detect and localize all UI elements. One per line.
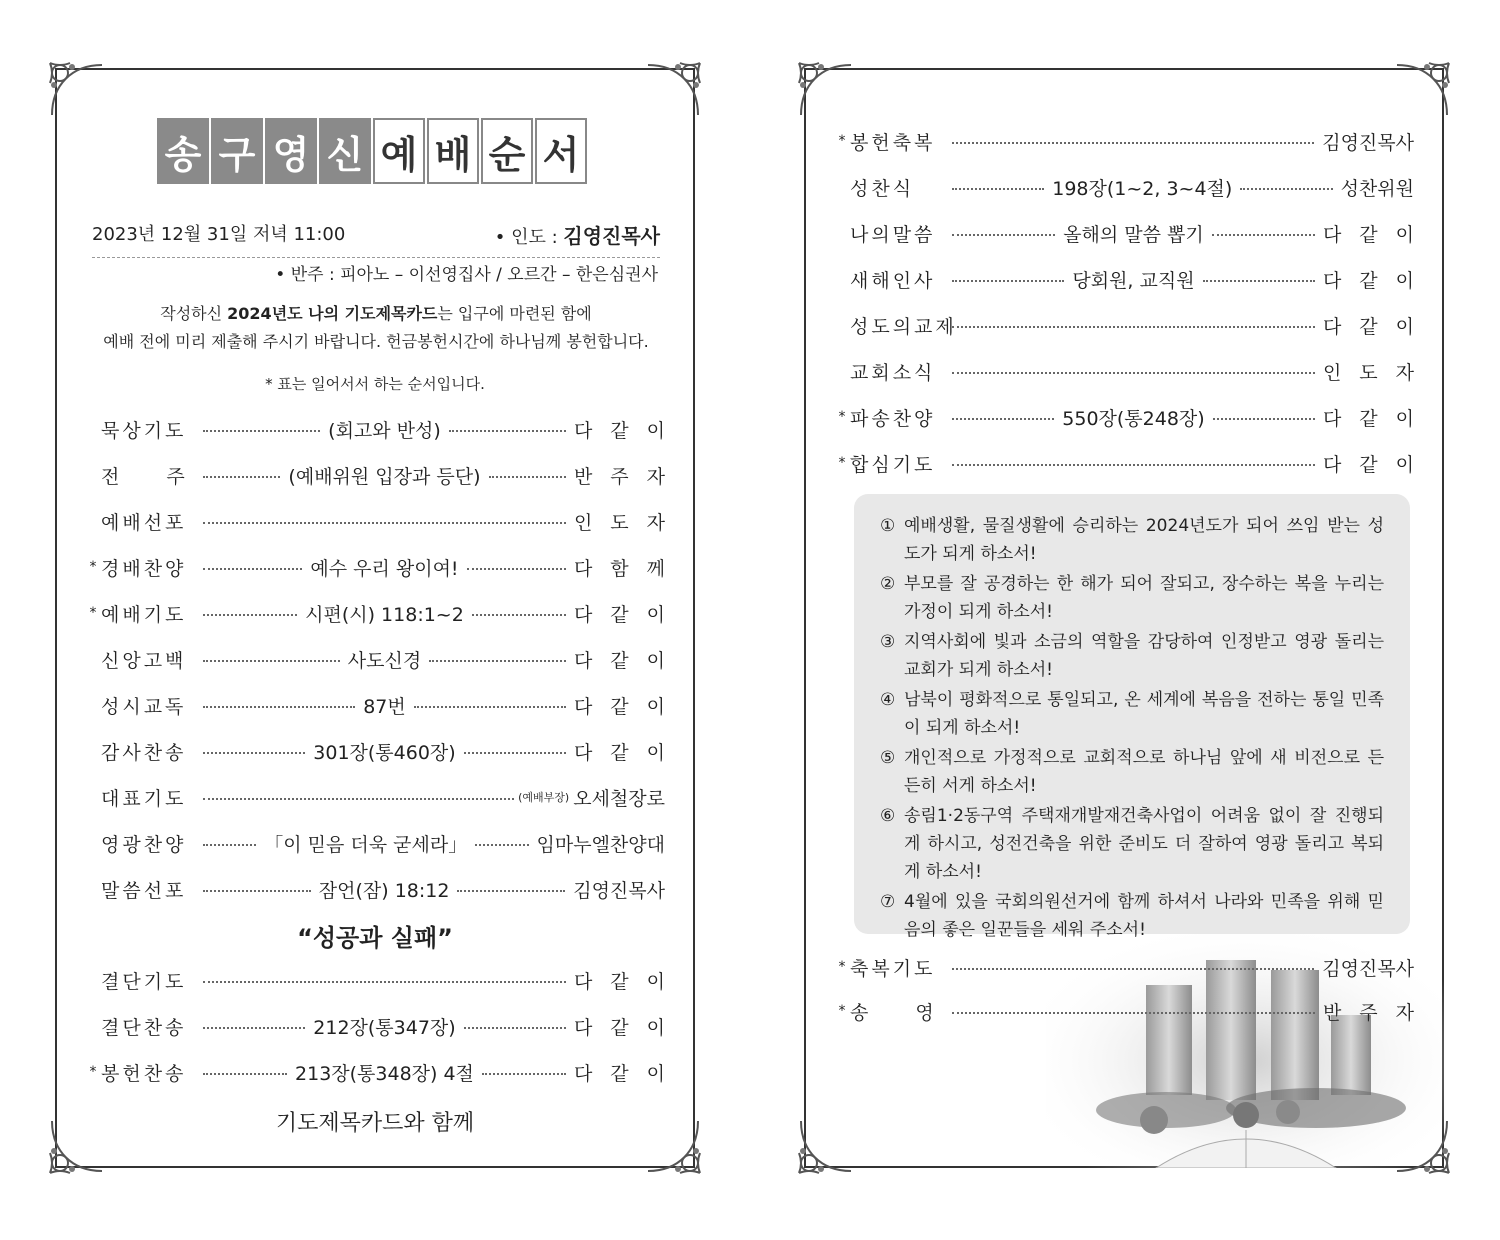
order-performer: 다같이 — [573, 741, 684, 764]
order-row — [834, 448, 1432, 478]
page-title — [157, 118, 587, 184]
order-row — [85, 598, 684, 628]
leader-dots — [203, 844, 256, 846]
order-name: 나의말씀 — [850, 223, 936, 246]
order-detail: 시편(시) 118:1~2 — [301, 600, 468, 627]
stand-marker: * — [838, 959, 846, 975]
prayer-number: ② — [880, 574, 896, 594]
order-name: 말씀선포 — [101, 879, 187, 902]
notice-text: 는 입구에 마련된 함에 — [437, 304, 592, 323]
prayer-item — [880, 744, 1384, 800]
order-performer: 다함께 — [573, 557, 683, 580]
order-performer: 다같이 — [1322, 223, 1432, 246]
order-performer: 다같이 — [1322, 315, 1432, 338]
order-performer: 김영진목사 — [1322, 131, 1414, 154]
leader-dots — [482, 1073, 566, 1075]
order-detail: (예배위원 입장과 등단) — [284, 462, 484, 489]
prayer-text: 부모를 잘 공경하는 한 해가 되어 잘되고, 장수하는 복을 누리는 가정이 되게 하소서! — [904, 574, 1384, 622]
leader-dots — [952, 418, 1054, 420]
stand-marker: * — [89, 559, 97, 575]
order-name: 결단기도 — [101, 970, 187, 993]
prayer-text: 송림1·2동구역 주택재개발재건축사업이 어려움 없이 잘 진행되게 하시고, 성전건축을 위한 준비도 더 잘하여 영광 돌리고 복되게 하소서! — [904, 806, 1384, 882]
order-performer: 다같이 — [573, 419, 684, 442]
ornament-corner-icon — [42, 55, 112, 125]
order-row — [834, 356, 1432, 386]
prayer-number: ⑤ — [880, 748, 896, 768]
leader-dots — [952, 234, 1055, 236]
order-detail: 잠언(잠) 18:12 — [315, 876, 454, 903]
order-detail: 301장(통460장) — [309, 738, 459, 765]
prayer-item — [880, 628, 1384, 684]
order-row — [85, 828, 665, 858]
order-name: 봉헌축복 — [850, 131, 936, 154]
title-char: 구 — [211, 118, 263, 184]
ornament-corner-icon — [791, 1111, 861, 1181]
order-name: 봉헌찬송 — [101, 1062, 187, 1085]
title-char: 신 — [319, 118, 371, 184]
order-detail: 올해의 말씀 뽑기 — [1059, 220, 1208, 247]
prayer-number: ④ — [880, 690, 896, 710]
order-performer: 다같이 — [1322, 269, 1432, 292]
prayer-text: 개인적으로 가정적으로 교회적으로 하나님 앞에 새 비전으로 든든히 서게 하소서! — [904, 748, 1384, 796]
prayer-item — [880, 686, 1384, 742]
leader-dots — [203, 614, 297, 616]
footer-text: 기도제목카드와 함께 — [275, 1111, 475, 1136]
order-row — [85, 965, 683, 995]
title-char: 송 — [157, 118, 209, 184]
right-page — [804, 68, 1444, 1168]
order-row — [834, 310, 1432, 340]
prayer-number: ⑥ — [880, 806, 896, 826]
leader-dots — [489, 476, 566, 478]
order-detail: 사도신경 — [344, 646, 425, 673]
order-performer: 다같이 — [573, 649, 684, 672]
leader-dots — [429, 660, 566, 662]
sermon-title: “성공과 실패” — [297, 924, 453, 952]
order-name: 신앙고백 — [101, 649, 187, 672]
leader-dots — [1240, 188, 1332, 190]
prayer-item — [880, 570, 1384, 626]
order-detail: (회고와 반성) — [324, 416, 445, 443]
title-char: 예 — [373, 118, 425, 184]
leader-dots — [952, 326, 1315, 328]
order-name: 합심기도 — [850, 453, 936, 476]
order-row — [85, 644, 684, 674]
stand-marker: * — [89, 1064, 97, 1080]
order-performer: 다같이 — [573, 603, 684, 626]
service-info — [92, 220, 660, 258]
order-row — [85, 552, 683, 582]
ornament-corner-icon — [638, 55, 708, 125]
order-row — [85, 1057, 683, 1087]
leader-dots — [414, 706, 566, 708]
order-row — [834, 402, 1433, 432]
order-name: 예배선포 — [101, 511, 187, 534]
leader-dots — [475, 844, 528, 846]
leader-dots — [952, 1012, 1315, 1014]
prayer-text: 예배생활, 물질생활에 승리하는 2024년도가 되어 쓰임 받는 성도가 되게 하소서! — [904, 516, 1384, 564]
order-detail: 예수 우리 왕이여! — [306, 554, 462, 581]
order-name: 예배기도 — [101, 603, 187, 626]
order-performer: 다같이 — [573, 970, 683, 993]
stand-marker: * — [838, 455, 846, 471]
notice-highlight: 2024년도 나의 기도제목카드 — [227, 304, 438, 323]
order-performer: 오세철장로 — [573, 787, 665, 810]
order-row — [85, 1011, 684, 1041]
leader-dots — [952, 280, 1064, 282]
order-performer: 다같이 — [1322, 453, 1432, 476]
order-name: 묵상기도 — [101, 419, 187, 442]
order-row — [85, 782, 665, 812]
leader-dots — [952, 142, 1314, 144]
order-performer: 성찬위원 — [1340, 177, 1414, 200]
title-char: 영 — [265, 118, 317, 184]
order-row — [85, 460, 683, 490]
leader-dots — [203, 522, 566, 524]
order-row — [834, 218, 1432, 248]
leader-dots — [952, 372, 1315, 374]
leader-dots — [952, 968, 1314, 970]
leader-dots — [952, 464, 1315, 466]
prayer-text: 지역사회에 빛과 소금의 역할을 감당하여 인정받고 영광 돌리는 교회가 되게 하소서! — [904, 632, 1384, 680]
prayer-list — [854, 494, 1410, 940]
order-performer: 인도자 — [1322, 361, 1432, 384]
order-detail: 213장(통348장) 4절 — [291, 1059, 478, 1086]
leader-dots — [203, 476, 280, 478]
leader-dots — [203, 568, 302, 570]
order-performer: 반주자 — [573, 465, 683, 488]
order-name: 성시교독 — [101, 695, 187, 718]
order-name: 영광찬양 — [101, 833, 187, 856]
leader-dots — [203, 981, 566, 983]
leader-dots — [457, 890, 565, 892]
leader-dots — [203, 660, 340, 662]
order-detail: 212장(통347장) — [309, 1013, 459, 1040]
order-row — [85, 874, 665, 904]
order-row — [85, 690, 683, 720]
order-detail: 87번 — [359, 692, 410, 719]
order-row — [834, 996, 1432, 1026]
order-name: 대표기도 — [101, 787, 187, 810]
service-leader — [495, 220, 660, 249]
service-date: 2023년 12월 31일 저녁 11:00 — [92, 224, 346, 245]
order-name: 새해인사 — [850, 269, 936, 292]
ornament-corner-icon — [791, 55, 861, 125]
title-char: 배 — [427, 118, 479, 184]
order-performer: 다같이 — [573, 1016, 684, 1039]
leader-dots — [203, 752, 305, 754]
order-performer: 김영진목사 — [1322, 957, 1414, 980]
prayer-text: 남북이 평화적으로 통일되고, 온 세계에 복음을 전하는 통일 민족이 되게 하소서! — [904, 690, 1384, 738]
accompaniment: • 반주 : 피아노 – 이선영집사 / 오르간 – 한은심권사 — [275, 265, 658, 285]
leader-dots — [203, 1027, 305, 1029]
prayer-number: ⑦ — [880, 892, 896, 912]
order-name: 경배찬양 — [101, 557, 187, 580]
order-name: 성도의교제 — [850, 315, 957, 338]
stand-note: * 표는 일어서서 하는 순서입니다. — [265, 375, 485, 393]
order-row — [834, 126, 1414, 156]
prayer-number: ① — [880, 516, 896, 536]
prayer-text: 4월에 있을 국회의원선거에 함께 하셔서 나라와 민족을 위해 믿음의 좋은 일꾼들을 세워 주소서! — [904, 892, 1384, 940]
prayer-item — [880, 888, 1384, 944]
leader-dots — [203, 890, 311, 892]
order-performer: 김영진목사 — [573, 879, 665, 902]
leader-dots — [203, 430, 320, 432]
order-row — [85, 506, 683, 536]
leader-dots — [952, 188, 1044, 190]
order-row — [834, 264, 1432, 294]
order-performer: 다같이 — [573, 1062, 683, 1085]
order-name: 축복기도 — [850, 957, 936, 980]
order-name: 성찬식 — [850, 177, 915, 200]
notice-line: 예배 전에 미리 제출해 주시기 바랍니다. 헌금봉헌시간에 하나님께 봉헌합니다. — [103, 332, 649, 351]
order-row — [834, 172, 1414, 202]
left-page — [55, 68, 695, 1168]
order-performer: 인도자 — [573, 511, 683, 534]
order-detail: 550장(통248장) — [1058, 404, 1208, 431]
stand-marker: * — [838, 133, 846, 149]
order-name: 감사찬송 — [101, 741, 187, 764]
order-name: 교회소식 — [850, 361, 936, 384]
notice-text: 작성하신 — [160, 304, 228, 323]
leader-name: 김영진목사 — [563, 224, 660, 248]
prayer-item — [880, 512, 1384, 568]
leader-dots — [464, 1027, 566, 1029]
order-detail: 당회원, 교직원 — [1068, 266, 1198, 293]
stand-marker: * — [838, 409, 846, 425]
leader-dots — [464, 752, 566, 754]
ornament-corner-icon — [1387, 55, 1457, 125]
stand-marker: * — [838, 1003, 846, 1019]
leader-dots — [1203, 280, 1315, 282]
leader-dots — [203, 1073, 287, 1075]
order-performer: 반주자 — [1322, 1001, 1432, 1024]
order-row — [85, 736, 684, 766]
leader-dots — [1213, 418, 1315, 420]
order-row — [85, 414, 684, 444]
title-char: 서 — [535, 118, 587, 184]
order-name: 결단찬송 — [101, 1016, 187, 1039]
order-performer: 임마누엘찬양대 — [536, 833, 665, 856]
leader-label: • 인도 : — [494, 227, 564, 248]
prayer-item — [880, 802, 1384, 886]
leader-dots — [203, 798, 514, 800]
order-row — [834, 952, 1414, 982]
order-detail: 198장(1~2, 3~4절) — [1048, 174, 1236, 201]
title-char: 순 — [481, 118, 533, 184]
order-name: 전 주 — [101, 465, 188, 488]
order-performer: 다같이 — [1322, 407, 1433, 430]
notice — [77, 300, 675, 356]
performer-role: (예배부장) — [518, 791, 570, 804]
leader-dots — [472, 614, 566, 616]
leader-dots — [467, 568, 566, 570]
prayer-number: ③ — [880, 632, 896, 652]
notice-line — [77, 300, 675, 328]
leader-dots — [203, 706, 355, 708]
leader-dots — [449, 430, 566, 432]
stand-marker: * — [89, 605, 97, 621]
leader-dots — [1212, 234, 1315, 236]
order-name: 송 영 — [850, 1001, 937, 1024]
order-performer: 다같이 — [573, 695, 683, 718]
order-detail: 「이 믿음 더욱 굳세라」 — [260, 830, 471, 857]
order-name: 파송찬양 — [850, 407, 936, 430]
